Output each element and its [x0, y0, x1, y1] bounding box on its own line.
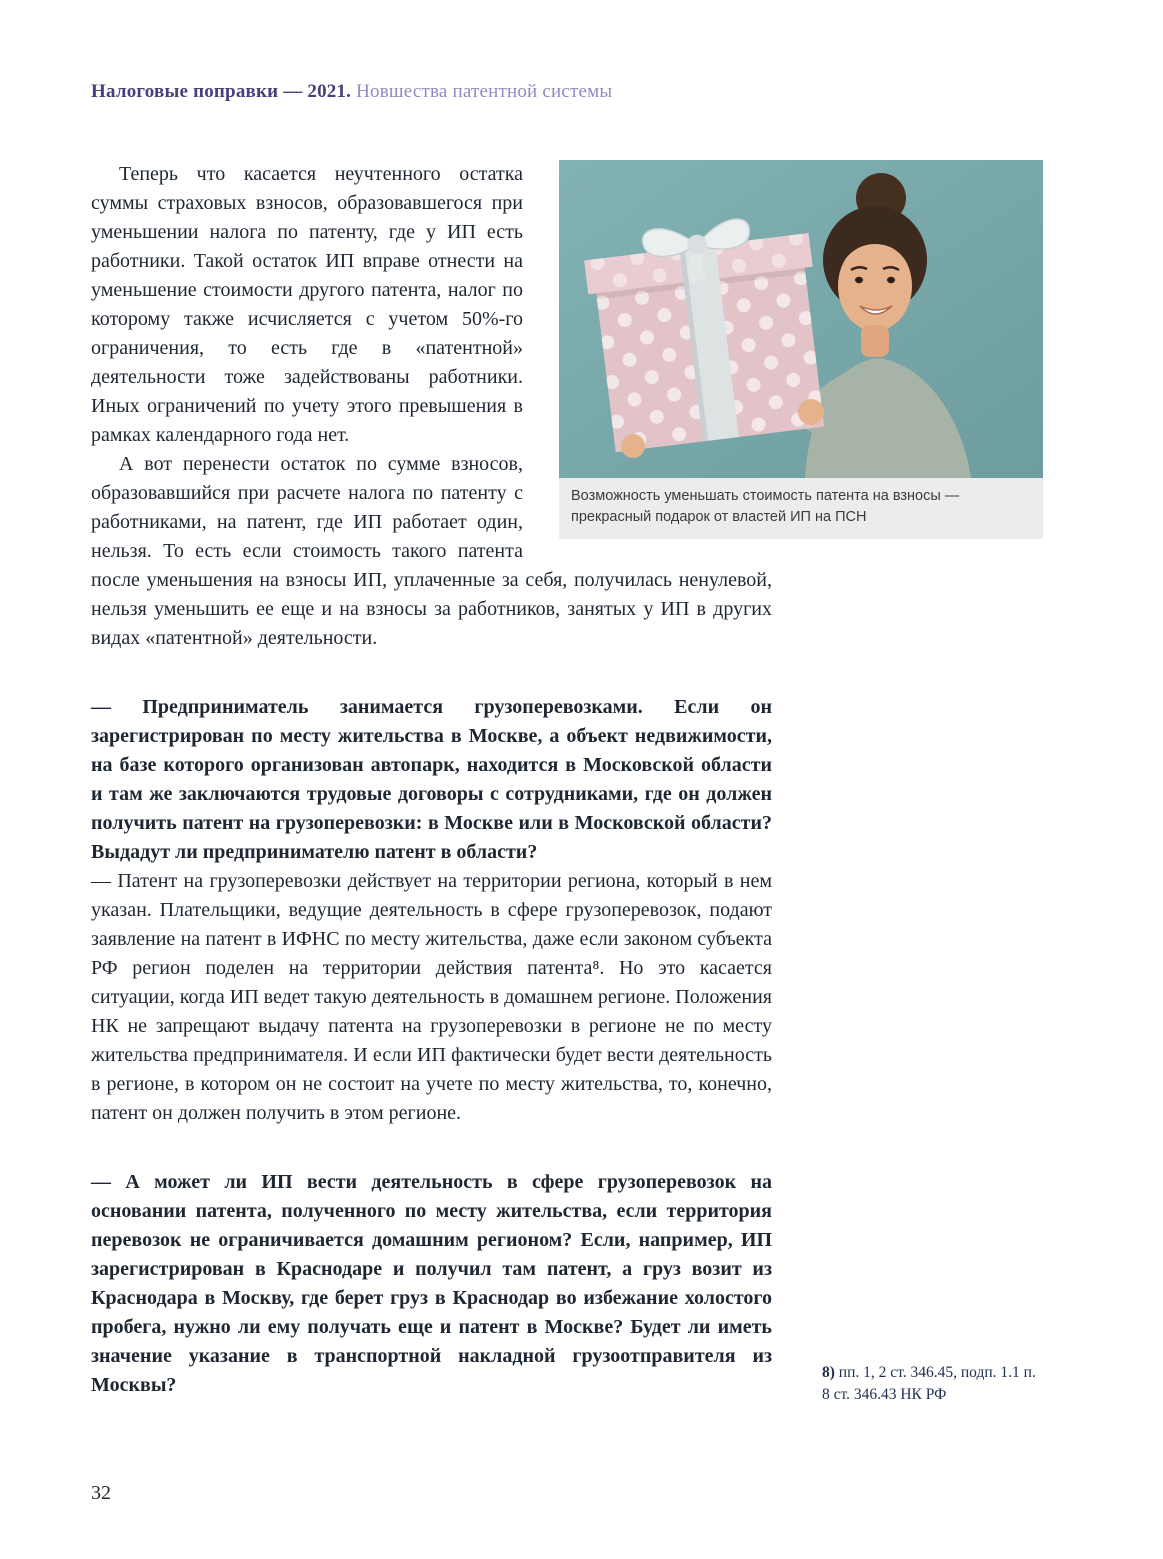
photo-caption: Возможность уменьшать стоимость патента на взносы — прекрасный подарок от властей ИП на ПСН [559, 478, 1043, 539]
question-paragraph-1: — Предприниматель занимается грузоперевозками. Если он зарегистрирован по месту жительства в Москве, а объект недвижимости, на базе которого организован автопарк, находится в Московской области и там же заключаются трудовые договоры с сотрудниками, где он должен получить патент на грузоперевозки: в Москве или в Московской области? Выдадут ли предпринимателю патент в области? [91, 696, 772, 863]
footnote-marker: 8) [822, 1364, 835, 1381]
question-paragraph-2: — А может ли ИП вести деятельность в сфере грузоперевозок на основании патента, полученного по месту жительства, если территория перевозок не ограничивается домашним регионом? Если, например, ИП зарегистрирован в Краснодаре и получил там патент, а груз возит из Краснодара в Москву, где берет груз в Краснодар во избежание холостого пробега, нужно ли ему получать еще и патент в Москве? Будет ли иметь значение указание в транспортной накладной грузоотправителя из Москвы? [91, 1171, 772, 1396]
footnote [822, 1362, 1047, 1406]
page-header [91, 80, 612, 104]
photo-figure [559, 160, 1043, 539]
header-title-bold: Налоговые поправки — 2021. [91, 81, 352, 102]
gift-photo [559, 160, 1043, 478]
article-paragraph-1: Теперь что касается неучтенного остатка суммы страховых взносов, образовавшегося при уменьшении налога по патенту, где у ИП есть работники. Такой остаток ИП вправе отнести на уменьшение стоимости другого патента, налог по которому также исчисляется с учетом 50%-го ограничения, то есть где в «патентной» деятельности тоже задействованы работники. Иных ограничений по учету этого превышения в рамках календарного года нет. [91, 163, 523, 446]
page-number: 32 [91, 1482, 111, 1504]
article-paragraph-2: А вот перенести остаток по сумме взносов, образовавшийся при расчете налога по патенту с работниками, на патент, где ИП работает один, нельзя. То есть если стоимость такого патента после уменьшения на взносы ИП, уплаченные за себя, получилась ненулевой, нельзя уменьшить ее еще и на взносы за работников, занятых у ИП в других видах «патентной» деятельности. [91, 453, 772, 649]
footnote-text: пп. 1, 2 ст. 346.45, подп. 1.1 п. 8 ст. 346.43 НК РФ [822, 1364, 1036, 1403]
answer-paragraph-1: — Патент на грузоперевозки действует на территории региона, который в нем указан. Плательщики, ведущие деятельность в сфере грузоперевозок, подают заявление на патент в ИФНС по месту жительства, даже если законом субъекта РФ регион поделен на территории действия патента⁸. Но это касается ситуации, когда ИП ведет такую деятельность в домашнем регионе. Положения НК не запрещают выдачу патента на грузоперевозки в регионе не по месту жительства предпринимателя. И если ИП фактически будет вести деятельность в регионе, в котором он не состоит на учете по месту жительства, то, конечно, патент он должен получить в этом регионе. [91, 870, 772, 1124]
header-title-light: Новшества патентной системы [356, 81, 613, 102]
